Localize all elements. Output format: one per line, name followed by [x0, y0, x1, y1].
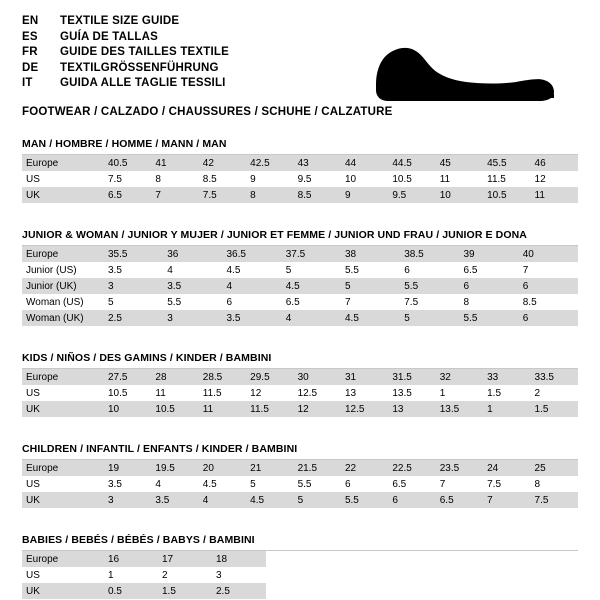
size-cell: 5.5 — [341, 492, 388, 508]
row-label: Europe — [22, 551, 104, 567]
dress-shoe-icon — [370, 38, 560, 108]
size-cell: 42 — [199, 155, 246, 171]
language-code: IT — [22, 77, 33, 89]
language-row — [22, 47, 229, 63]
size-cell: 42.5 — [246, 155, 293, 171]
size-cell: 4 — [155, 478, 161, 490]
row-label: UK — [22, 187, 104, 203]
table-row — [22, 567, 266, 583]
size-cell: 19.5 — [151, 460, 198, 476]
document-header — [22, 15, 578, 118]
size-cell: 35.5 — [104, 246, 163, 262]
category-title: FOOTWEAR / CALZADO / CHAUSSURES / SCHUHE / CALZATURE — [22, 105, 393, 118]
size-cell: 6 — [404, 264, 410, 276]
language-code: DE — [22, 61, 39, 74]
row-label: Woman (UK) — [22, 310, 104, 326]
block-title: JUNIOR & WOMAN / JUNIOR Y MUJER / JUNIOR ET FEMME / JUNIOR UND FRAU / JUNIOR E DONA — [22, 229, 578, 246]
size-cell: 4.5 — [282, 278, 341, 294]
block-title: CHILDREN / INFANTIL / ENFANTS / KINDER / BAMBINI — [22, 443, 578, 460]
table-row — [22, 171, 578, 187]
size-cell: 2 — [162, 569, 168, 581]
size-cell: 3.5 — [108, 264, 122, 276]
size-cell: 5 — [341, 278, 400, 294]
size-cell: 13 — [344, 387, 357, 399]
size-cell: 1 — [439, 387, 446, 399]
size-cell: 10.5 — [392, 173, 412, 185]
size-cell: 38 — [341, 246, 400, 262]
table-row — [22, 583, 266, 599]
size-cell: 3.5 — [223, 310, 282, 326]
size-cell: 13.5 — [392, 387, 412, 399]
language-row — [22, 63, 229, 79]
row-label: Junior (UK) — [22, 278, 104, 294]
size-cell: 33.5 — [531, 369, 578, 385]
size-cell: 12.5 — [297, 387, 318, 399]
size-cell: 25 — [531, 460, 578, 476]
size-cell: 4.5 — [202, 478, 217, 490]
language-code: FR — [22, 46, 38, 58]
row-label: UK — [22, 583, 104, 599]
table-row — [22, 278, 578, 294]
table-row — [22, 294, 578, 310]
size-cell: 10.5 — [108, 387, 128, 399]
row-label: US — [26, 478, 40, 490]
size-cell: 21 — [246, 460, 293, 476]
size-cell: 7 — [439, 478, 446, 490]
size-cell: 7 — [345, 296, 351, 308]
table-row — [22, 246, 578, 262]
size-cell: 6.5 — [104, 187, 151, 203]
size-cell: 2.5 — [104, 310, 163, 326]
size-cell: 8.5 — [522, 296, 537, 308]
size-cell: 40 — [519, 246, 578, 262]
block-title: BABIES / BEBÉS / BÉBÉS / BABYS / BAMBINI — [22, 534, 578, 551]
size-cell: 5.5 — [167, 296, 182, 308]
size-cell: 19 — [104, 460, 151, 476]
size-cell: 5.5 — [400, 278, 459, 294]
size-table — [22, 551, 266, 599]
language-title: GUÍA DE TALLAS — [60, 30, 158, 43]
table-row — [22, 551, 266, 567]
size-cell: 31 — [341, 369, 388, 385]
size-cell: 22 — [341, 460, 388, 476]
size-cell: 12 — [294, 401, 341, 417]
size-cell: 40.5 — [104, 155, 151, 171]
size-cell: 5.5 — [460, 310, 519, 326]
size-cell: 6.5 — [463, 264, 478, 276]
size-cell: 27.5 — [104, 369, 151, 385]
size-block-junior-woman — [22, 229, 578, 326]
table-row — [22, 187, 578, 203]
size-cell: 3 — [163, 310, 222, 326]
table-row — [22, 262, 578, 278]
row-label: Europe — [22, 369, 104, 385]
row-label: UK — [22, 401, 104, 417]
language-code: EN — [22, 15, 39, 27]
size-cell: 11 — [155, 387, 166, 399]
size-cell: 11 — [531, 187, 578, 203]
language-code: ES — [22, 30, 38, 43]
size-cell: 12 — [534, 173, 546, 185]
size-cell: 1 — [108, 569, 114, 581]
size-cell: 3 — [216, 569, 222, 581]
size-cell: 7.5 — [108, 173, 122, 185]
size-cell: 12 — [250, 387, 262, 399]
size-block-man — [22, 138, 578, 203]
row-label: Woman (US) — [26, 296, 84, 308]
size-cell: 8 — [155, 173, 161, 185]
table-row — [22, 401, 578, 417]
size-cell: 6.5 — [285, 296, 300, 308]
size-cell: 6 — [519, 310, 578, 326]
size-cell: 8.5 — [202, 173, 217, 185]
size-cell: 33 — [483, 369, 530, 385]
size-cell: 45 — [436, 155, 483, 171]
size-cell: 8 — [534, 478, 541, 490]
size-cell: 4 — [199, 492, 246, 508]
size-cell: 24 — [483, 460, 530, 476]
size-cell: 4 — [223, 278, 282, 294]
size-cell: 37.5 — [282, 246, 341, 262]
language-title: TEXTILE SIZE GUIDE — [60, 15, 180, 27]
block-title: MAN / HOMBRE / HOMME / MANN / MAN — [22, 138, 578, 155]
size-table — [22, 369, 578, 417]
row-label: Junior (US) — [26, 264, 77, 276]
size-cell: 7.5 — [531, 492, 578, 508]
row-label: Europe — [22, 246, 104, 262]
size-cell: 1 — [483, 401, 530, 417]
size-cell: 6.5 — [392, 478, 407, 490]
size-cell: 3.5 — [108, 478, 122, 490]
row-label: US — [26, 387, 40, 399]
size-cell: 10 — [344, 173, 357, 185]
size-table — [22, 460, 578, 508]
table-row — [22, 460, 578, 476]
size-cell: 7.5 — [487, 478, 502, 490]
size-cell: 9.5 — [388, 187, 435, 203]
size-cell: 46 — [531, 155, 578, 171]
language-title: TEXTILGRÖSSENFÜHRUNG — [60, 61, 219, 74]
size-cell: 11 — [439, 173, 451, 185]
size-cell: 39 — [460, 246, 519, 262]
size-cell: 8 — [463, 296, 470, 308]
size-cell: 7.5 — [404, 296, 419, 308]
size-cell: 6 — [388, 492, 435, 508]
size-cell: 28 — [151, 369, 198, 385]
size-cell: 28.5 — [199, 369, 246, 385]
size-cell: 8.5 — [294, 187, 341, 203]
size-cell: 32 — [436, 369, 483, 385]
size-cell: 1.5 — [487, 387, 502, 399]
size-cell: 43 — [294, 155, 341, 171]
size-cell: 20 — [199, 460, 246, 476]
language-row — [22, 16, 229, 32]
size-cell: 2.5 — [212, 583, 266, 599]
size-cell: 8 — [246, 187, 293, 203]
size-cell: 6 — [519, 278, 578, 294]
language-title: GUIDA ALLE TAGLIE TESSILI — [60, 77, 226, 89]
size-cell: 30 — [294, 369, 341, 385]
size-cell: 3 — [104, 278, 163, 294]
size-cell: 11 — [199, 401, 246, 417]
table-row — [22, 476, 578, 492]
size-cell: 4.5 — [226, 264, 241, 276]
size-cell: 41 — [151, 155, 198, 171]
size-cell: 5 — [285, 264, 292, 276]
size-cell: 31.5 — [388, 369, 435, 385]
size-cell: 21.5 — [294, 460, 341, 476]
block-title: KIDS / NIÑOS / DES GAMINS / KINDER / BAMBINI — [22, 352, 578, 369]
size-cell: 29.5 — [246, 369, 293, 385]
size-cell: 6 — [226, 296, 233, 308]
size-cell: 5 — [250, 478, 256, 490]
size-cell: 1.5 — [531, 401, 578, 417]
row-label: UK — [22, 492, 104, 508]
size-cell: 10.5 — [151, 401, 198, 417]
language-title-list — [22, 16, 229, 94]
size-cell: 22.5 — [388, 460, 435, 476]
language-row — [22, 78, 229, 94]
size-cell: 7 — [483, 492, 530, 508]
size-cell: 13 — [388, 401, 435, 417]
size-cell: 10.5 — [483, 187, 530, 203]
size-cell: 23.5 — [436, 460, 483, 476]
size-cell: 9 — [250, 173, 256, 185]
size-cell: 5.5 — [297, 478, 312, 490]
size-cell: 12.5 — [341, 401, 388, 417]
size-cell: 45.5 — [483, 155, 530, 171]
size-table — [22, 246, 578, 326]
row-label: Europe — [22, 460, 104, 476]
table-row — [22, 492, 578, 508]
size-cell: 5 — [400, 310, 459, 326]
table-row — [22, 385, 578, 401]
size-cell: 4.5 — [246, 492, 293, 508]
language-title: GUIDE DES TAILLES TEXTILE — [60, 46, 229, 58]
size-cell: 44 — [341, 155, 388, 171]
size-cell: 4 — [167, 264, 173, 276]
size-cell: 38.5 — [400, 246, 459, 262]
row-label: US — [26, 173, 40, 185]
size-cell: 10 — [104, 401, 151, 417]
size-cell: 36.5 — [223, 246, 282, 262]
size-cell: 9.5 — [297, 173, 312, 185]
row-label: Europe — [22, 155, 104, 171]
size-cell: 10 — [436, 187, 483, 203]
size-cell: 1.5 — [158, 583, 212, 599]
size-cell: 44.5 — [388, 155, 435, 171]
size-cell: 36 — [163, 246, 222, 262]
size-cell: 13.5 — [436, 401, 483, 417]
size-cell: 11.5 — [246, 401, 293, 417]
size-cell: 9 — [341, 187, 388, 203]
size-cell: 3.5 — [151, 492, 198, 508]
size-cell: 17 — [158, 551, 212, 567]
size-cell: 5 — [294, 492, 341, 508]
size-table — [22, 155, 578, 203]
size-cell: 5 — [108, 296, 114, 308]
table-row — [22, 369, 578, 385]
size-cell: 4.5 — [341, 310, 400, 326]
language-row — [22, 32, 229, 48]
size-cell: 3 — [104, 492, 151, 508]
size-cell: 7 — [151, 187, 198, 203]
size-cell: 18 — [212, 551, 266, 567]
size-cell: 6.5 — [436, 492, 483, 508]
size-cell: 2 — [534, 387, 541, 399]
size-cell: 11.5 — [487, 173, 506, 185]
size-cell: 6 — [344, 478, 351, 490]
size-cell: 4 — [282, 310, 341, 326]
size-cell: 6 — [460, 278, 519, 294]
row-label: US — [26, 569, 40, 581]
size-cell: 7 — [522, 264, 529, 276]
size-block-kids — [22, 352, 578, 417]
size-cell: 7.5 — [199, 187, 246, 203]
size-cell: 11.5 — [202, 387, 222, 399]
size-cell: 0.5 — [104, 583, 158, 599]
size-block-children — [22, 443, 578, 508]
size-cell: 16 — [104, 551, 158, 567]
size-block-babies — [22, 534, 578, 599]
table-row — [22, 310, 578, 326]
size-cell: 5.5 — [345, 264, 359, 276]
table-row — [22, 155, 578, 171]
size-cell: 3.5 — [163, 278, 222, 294]
